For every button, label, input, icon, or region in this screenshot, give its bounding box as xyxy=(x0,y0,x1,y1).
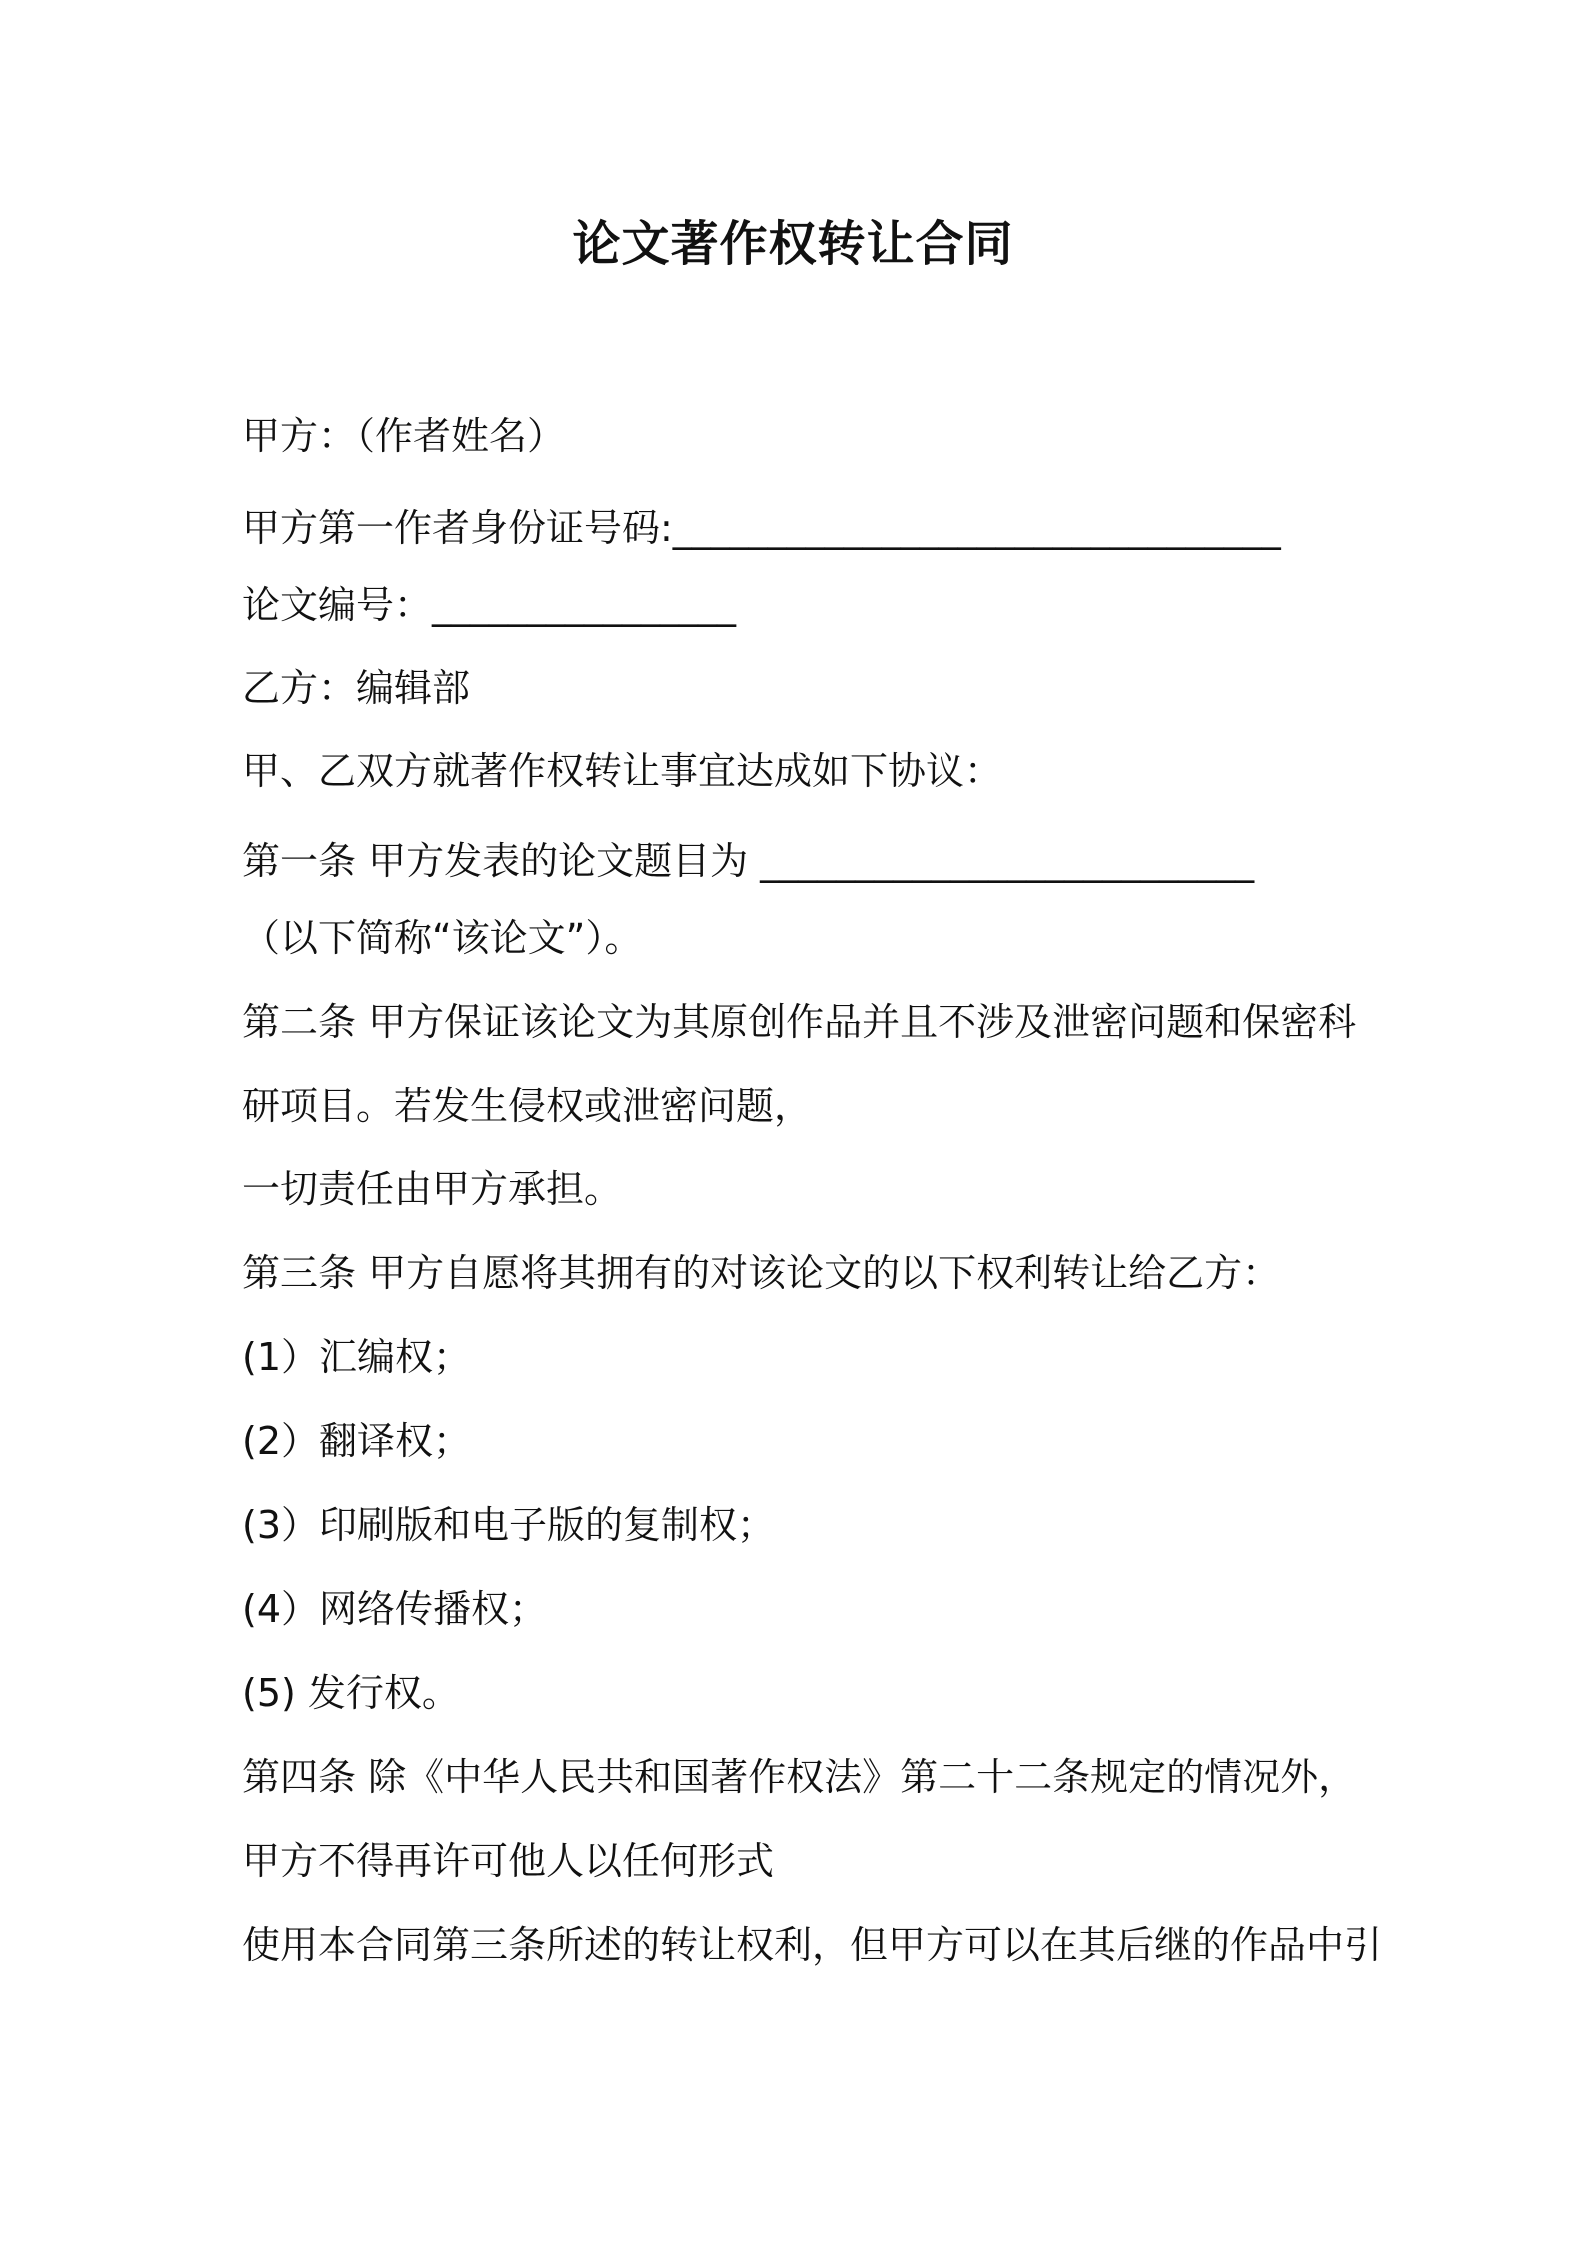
right-item-3: (3）印刷版和电子版的复制权； xyxy=(242,1503,776,1547)
right-item-1: (1）汇编权； xyxy=(242,1335,472,1379)
party-a-line: 甲方：（作者姓名） xyxy=(242,414,566,458)
article-1-line: 第一条 甲方发表的论文题目为 __________________________ xyxy=(242,839,1255,883)
right-item-2: (2）翻译权； xyxy=(242,1419,472,1463)
article-4-continuation-1: 甲方不得再许可他人以任何形式 xyxy=(242,1839,775,1883)
party-a-id-line: 甲方第一作者身份证号码:________________________________ xyxy=(242,506,1281,550)
document-title: 论文著作权转让合同 xyxy=(572,216,1014,272)
article-2-continuation-1: 研项目。若发生侵权或泄密问题， xyxy=(242,1084,813,1128)
article-3-line: 第三条 甲方自愿将其拥有的对该论文的以下权利转让给乙方： xyxy=(242,1251,1281,1295)
article-1-continuation: （以下简称“该论文”）。 xyxy=(242,916,643,960)
article-2-continuation-2: 一切责任由甲方承担。 xyxy=(242,1167,623,1211)
article-4-continuation-2: 使用本合同第三条所述的转让权利，但甲方可以在其后继的作品中引 xyxy=(242,1923,1383,1967)
article-2-line: 第二条 甲方保证该论文为其原创作品并且不涉及泄密问题和保密科 xyxy=(242,1000,1357,1044)
right-item-5: (5) 发行权。 xyxy=(242,1671,460,1715)
agreement-intro-line: 甲、乙双方就著作权转让事宜达成如下协议： xyxy=(242,749,1003,793)
paper-number-line: 论文编号：________________ xyxy=(242,583,737,627)
party-b-line: 乙方：编辑部 xyxy=(242,666,471,710)
article-4-line: 第四条 除《中华人民共和国著作权法》第二十二条规定的情况外， xyxy=(242,1755,1357,1799)
right-item-4: (4）网络传播权； xyxy=(242,1587,548,1631)
